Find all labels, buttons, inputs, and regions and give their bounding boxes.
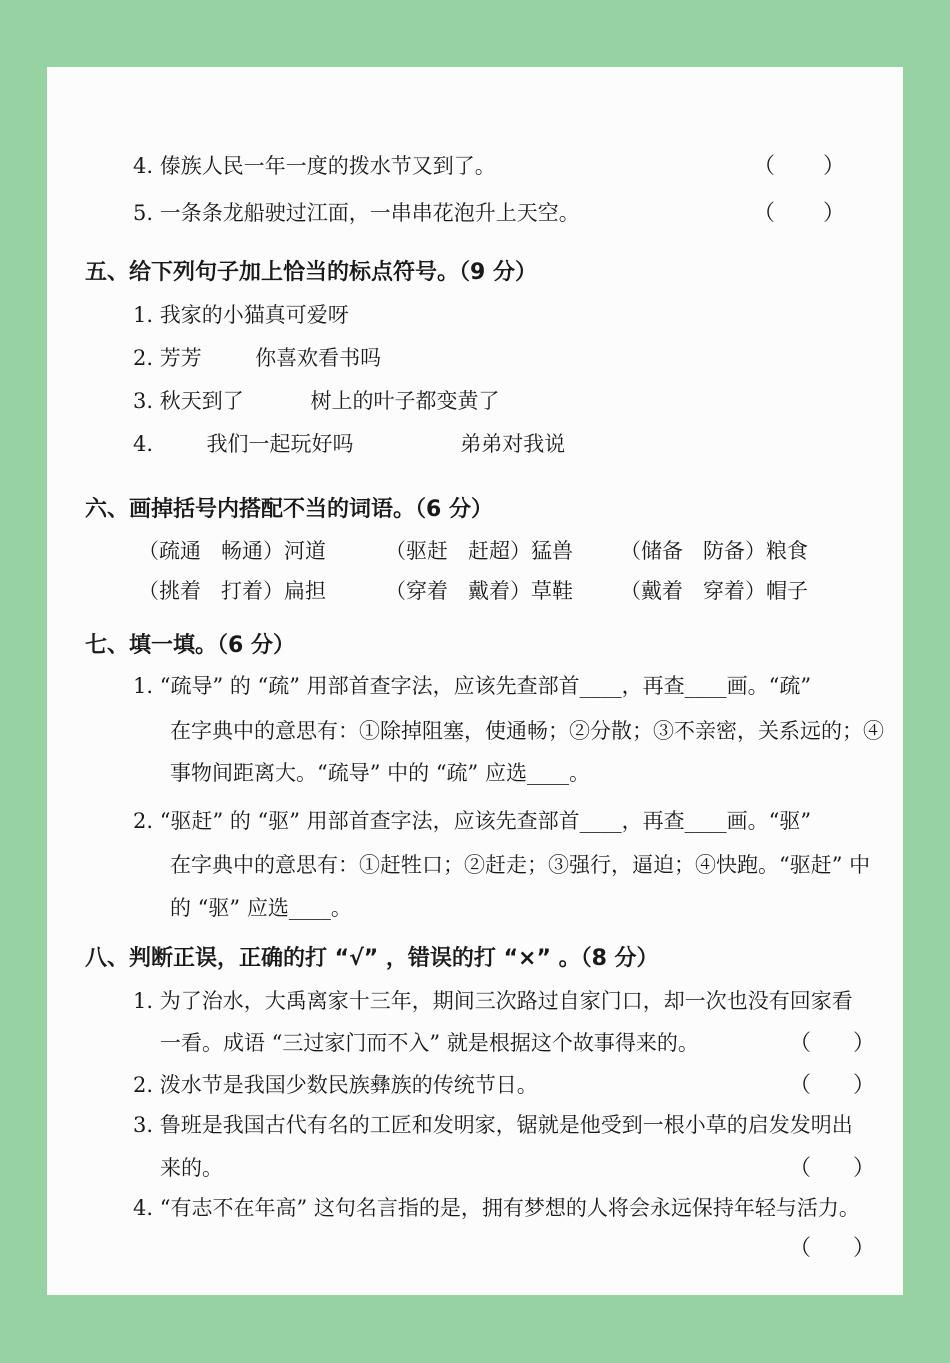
question-text: 4. 傣族人民一年一度的拨水节又到了。	[133, 154, 496, 178]
punctuation-item-2: 2. 芳芳 你喜欢看书吗	[133, 346, 382, 370]
bracket-close: ）	[852, 1031, 875, 1056]
tf-item-3-line-1: 3. 鲁班是我国古代有名的工匠和发明家，锯就是他受到一根小草的启发发明出	[133, 1113, 853, 1137]
question-text: 来的。	[160, 1156, 223, 1180]
tf-item-4-line-1: 4. “有志不在年高” 这句名言指的是，拥有梦想的人将会永远保持年轻与活力。	[133, 1196, 860, 1220]
tf-item-2	[47, 1072, 903, 1099]
answer-brackets	[789, 1235, 875, 1262]
question-text: 一看。成语 “三过家门而不入” 就是根据这个故事得来的。	[160, 1031, 699, 1055]
tf-item-1-line-2	[47, 1030, 903, 1057]
question-text: 2. 泼水节是我国少数民族彝族的传统节日。	[133, 1073, 538, 1097]
word-choice-cell: （挑着 打着）扁担	[138, 579, 327, 603]
fill-item-1-line-3: 事物间距离大。“疏导” 中的 “疏” 应选____。	[170, 761, 590, 785]
section-7-heading: 七、填一填。（6 分）	[85, 633, 295, 658]
word-choice-cell: （穿着 戴着）草鞋	[385, 579, 574, 603]
punctuation-item-1: 1. 我家的小猫真可爱呀	[133, 303, 349, 327]
section-5-heading: 五、给下列句子加上恰当的标点符号。（9 分）	[85, 260, 537, 285]
section-8-heading: 八、判断正误，正确的打 “√” ，错误的打 “×” 。（8 分）	[85, 946, 659, 971]
bracket-close: ）	[852, 1236, 875, 1261]
word-choice-row-1	[47, 538, 903, 565]
answer-brackets	[789, 1072, 875, 1099]
bracket-close: ）	[852, 1073, 875, 1098]
fill-item-1-line-1: 1. “疏导” 的 “疏” 用部首查字法，应该先查部首____，再查____画。“疏”	[133, 674, 812, 698]
punctuation-item-3: 3. 秋天到了 树上的叶子都变黄了	[133, 389, 500, 413]
bracket-open: （	[789, 1156, 812, 1181]
fill-item-2-line-3: 的 “驱” 应选____。	[170, 896, 352, 920]
word-choice-cell: （储备 防备）粮食	[620, 539, 809, 563]
bracket-open: （	[789, 1031, 812, 1056]
punctuation-item-4: 4. 我们一起玩好吗 弟弟对我说	[133, 432, 566, 456]
word-choice-cell: （疏通 畅通）河道	[138, 539, 327, 563]
answer-brackets	[753, 200, 845, 227]
section-6-heading: 六、画掉括号内搭配不当的词语。（6 分）	[85, 497, 493, 522]
tf-item-3-line-2	[47, 1155, 903, 1182]
bracket-close: ）	[822, 201, 845, 226]
judge-sentence-5	[47, 200, 903, 227]
tf-item-4-answer-line	[47, 1235, 903, 1262]
tf-item-1-line-1: 1. 为了治水，大禹离家十三年，期间三次路过自家门口，却一次也没有回家看	[133, 989, 853, 1013]
word-choice-cell: （戴着 穿着）帽子	[620, 579, 809, 603]
fill-item-1-line-2: 在字典中的意思有：①除掉阻塞，使通畅；②分散；③不亲密，关系远的；④	[170, 719, 884, 743]
exam-paper	[47, 67, 903, 1295]
word-choice-row-2	[47, 578, 903, 605]
fill-item-2-line-1: 2. “驱赶” 的 “驱” 用部首查字法，应该先查部首____，再查____画。“驱”	[133, 809, 812, 833]
judge-sentence-4	[47, 153, 903, 180]
answer-brackets	[789, 1155, 875, 1182]
question-text: 5. 一条条龙船驶过江面，一串串花泡升上天空。	[133, 201, 580, 225]
bracket-open: （	[753, 201, 776, 226]
bracket-open: （	[789, 1236, 812, 1261]
word-choice-cell: （驱赶 赶超）猛兽	[385, 539, 574, 563]
bracket-close: ）	[822, 154, 845, 179]
answer-brackets	[753, 153, 845, 180]
bracket-close: ）	[852, 1156, 875, 1181]
answer-brackets	[789, 1030, 875, 1057]
bracket-open: （	[789, 1073, 812, 1098]
bracket-open: （	[753, 154, 776, 179]
fill-item-2-line-2: 在字典中的意思有：①赶牲口；②赶走；③强行，逼迫；④快跑。“驱赶” 中	[170, 853, 871, 877]
